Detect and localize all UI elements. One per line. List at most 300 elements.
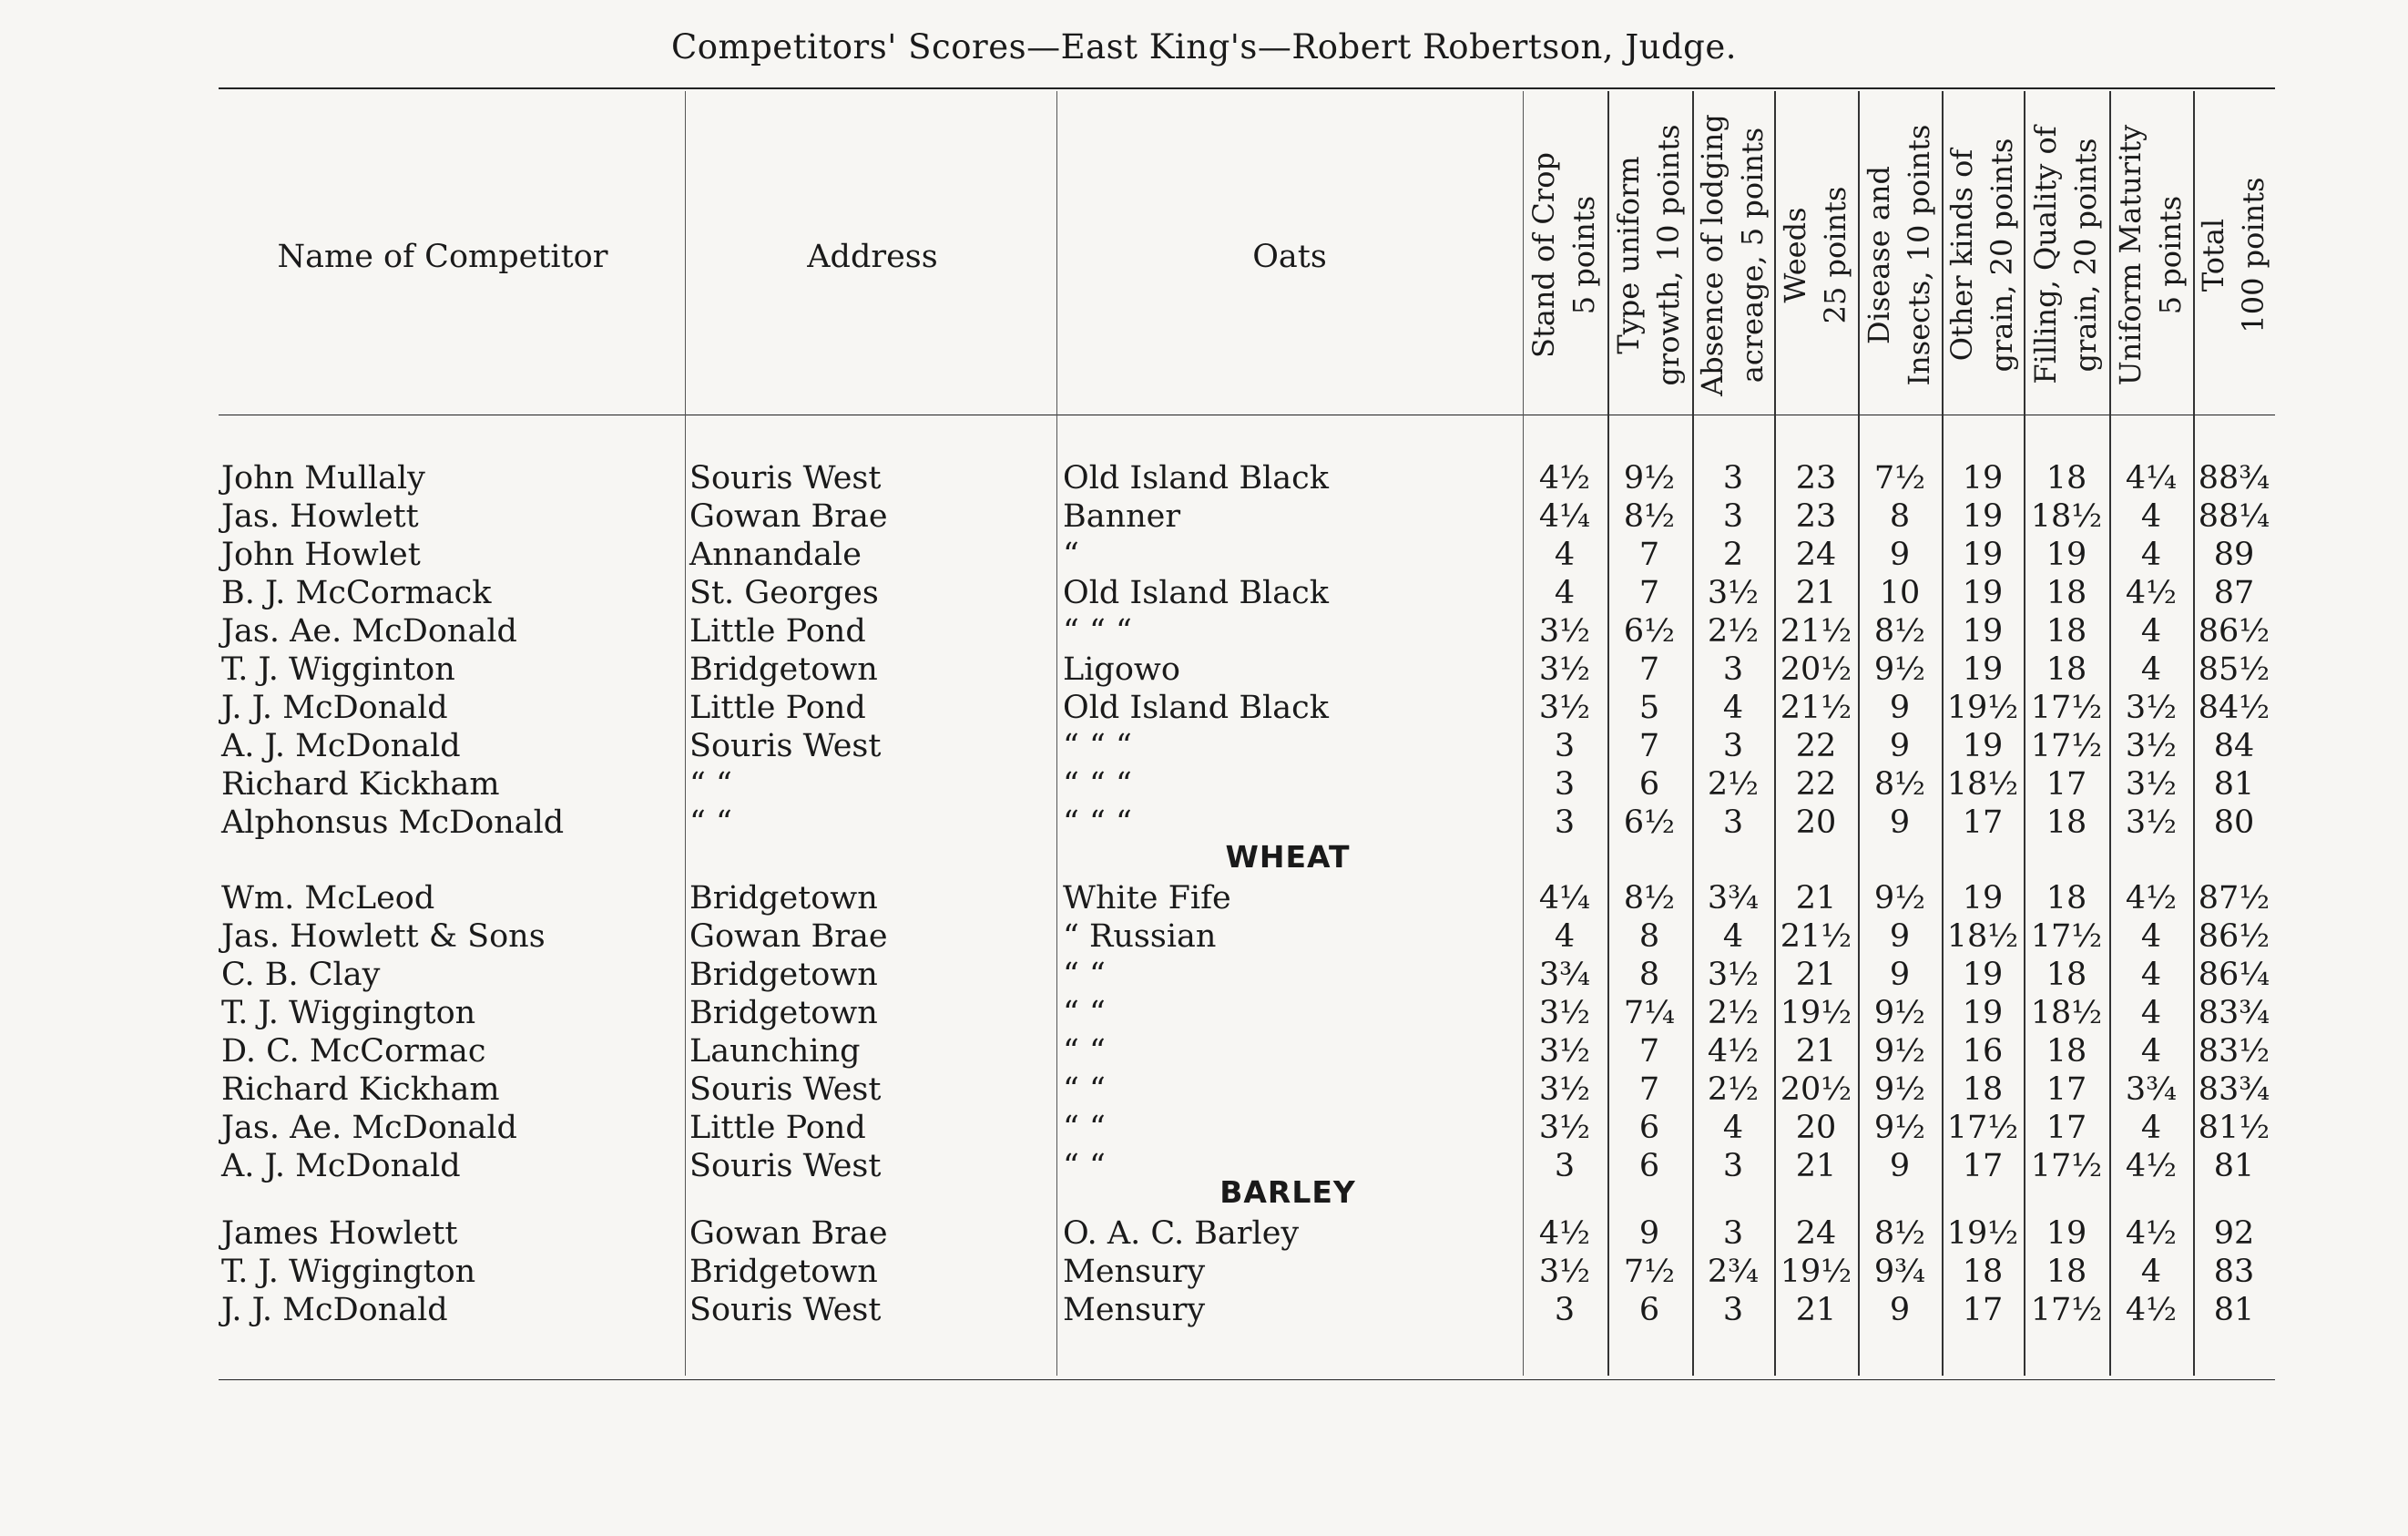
score-cell: 3½ — [2125, 690, 2178, 726]
score-cell: 18 — [1962, 1254, 2004, 1290]
score-cell: 4 — [2140, 957, 2162, 993]
header-score-7 — [2025, 91, 2107, 419]
competitor-address: Little Pond — [689, 690, 866, 726]
table-row — [0, 613, 2408, 650]
score-cell: 9 — [1638, 1215, 1660, 1252]
score-cell: 4½ — [2125, 1292, 2178, 1328]
crop-variety: “ “ — [1063, 1110, 1106, 1146]
header-score-line: grain, 20 points — [2068, 138, 2103, 373]
score-cell: 19 — [1962, 537, 2004, 573]
score-cell: 19½ — [1780, 1254, 1852, 1290]
score-cell: 86¼ — [2198, 957, 2270, 993]
score-cell: 4½ — [2125, 1215, 2178, 1252]
competitor-name: Jas. Howlett — [221, 498, 419, 535]
score-cell: 4 — [1722, 690, 1744, 726]
score-cell: 3 — [1722, 728, 1744, 764]
score-cell: 21½ — [1780, 690, 1852, 726]
score-cell: 4 — [1554, 575, 1576, 611]
score-cell: 21 — [1795, 1148, 1837, 1184]
score-cell: 2½ — [1707, 613, 1760, 650]
table-row — [0, 460, 2408, 497]
score-cell: 3 — [1722, 460, 1744, 497]
score-cell: 9½ — [1873, 1071, 1926, 1108]
score-cell: 9½ — [1873, 651, 1926, 688]
header-score-2 — [1608, 91, 1690, 419]
score-cell: 3½ — [1707, 575, 1760, 611]
score-cell: 9 — [1889, 690, 1911, 726]
score-cell: 9 — [1889, 957, 1911, 993]
crop-variety: “ “ — [1063, 995, 1106, 1031]
score-cell: 4 — [2140, 995, 2162, 1031]
score-cell: 84½ — [2198, 690, 2270, 726]
crop-variety: “ “ — [1063, 1071, 1106, 1108]
header-score-line: acreage, 5 points — [1735, 127, 1770, 384]
score-cell: 3½ — [1538, 1071, 1591, 1108]
table-row — [0, 651, 2408, 688]
header-score-line: 100 points — [2236, 177, 2270, 333]
score-cell: 3½ — [1538, 1033, 1591, 1070]
score-cell: 3½ — [2125, 766, 2178, 803]
competitor-name: B. J. McCormack — [221, 575, 492, 611]
score-cell: 17½ — [2030, 690, 2103, 726]
score-cell: 8½ — [1623, 880, 1676, 916]
score-cell: 84 — [2213, 728, 2255, 764]
score-cell: 2¾ — [1707, 1254, 1760, 1290]
competitor-address: Launching — [689, 1033, 861, 1070]
score-cell: 9 — [1889, 1292, 1911, 1328]
score-cell: 18 — [2046, 651, 2087, 688]
score-cell: 4 — [2140, 1254, 2162, 1290]
score-cell: 4¼ — [1538, 498, 1591, 535]
score-cell: 19 — [2046, 1215, 2087, 1252]
header-score-line: Weeds — [1778, 207, 1812, 303]
header-score-line: Stand of Crop — [1526, 152, 1561, 358]
score-cell: 4 — [2140, 651, 2162, 688]
table-row — [0, 1148, 2408, 1184]
score-cell: 19½ — [1946, 1215, 2019, 1252]
table-row — [0, 1033, 2408, 1070]
score-cell: 4 — [2140, 1110, 2162, 1146]
header-score-line: 5 points — [2153, 195, 2188, 315]
score-cell: 17½ — [2030, 728, 2103, 764]
score-cell: 18 — [2046, 880, 2087, 916]
header-score-line: growth, 10 points — [1651, 124, 1686, 386]
score-cell: 81½ — [2198, 1110, 2270, 1146]
crop-variety: Banner — [1063, 498, 1181, 535]
score-cell: 21 — [1795, 1033, 1837, 1070]
score-cell: 18 — [2046, 1254, 2087, 1290]
score-cell: 8 — [1638, 918, 1660, 955]
score-cell: 19 — [1962, 460, 2004, 497]
score-cell: 3 — [1554, 1292, 1576, 1328]
table-row — [0, 498, 2408, 535]
competitor-address: “ “ — [689, 766, 732, 803]
score-cell: 21 — [1795, 957, 1837, 993]
score-cell: 3 — [1722, 1292, 1744, 1328]
competitor-name: T. J. Wiggington — [221, 995, 476, 1031]
score-cell: 17 — [1962, 1148, 2004, 1184]
crop-variety: “ — [1063, 537, 1079, 573]
score-cell: 3½ — [2125, 804, 2178, 841]
score-cell: 3¾ — [1707, 880, 1760, 916]
header-score-line: 5 points — [1566, 195, 1601, 315]
table-row — [0, 1292, 2408, 1328]
score-cell: 18 — [2046, 460, 2087, 497]
score-cell: 9½ — [1873, 880, 1926, 916]
score-cell: 21 — [1795, 880, 1837, 916]
crop-variety: “ “ — [1063, 1033, 1106, 1070]
competitor-address: Gowan Brae — [689, 498, 888, 535]
score-cell: 3½ — [1538, 1254, 1591, 1290]
score-cell: 19 — [1962, 498, 2004, 535]
score-cell: 6 — [1638, 1148, 1660, 1184]
crop-variety: Ligowo — [1063, 651, 1180, 688]
score-cell: 10 — [1879, 575, 1921, 611]
header-score-line: Type uniform — [1611, 156, 1646, 354]
score-cell: 17½ — [2030, 1292, 2103, 1328]
score-cell: 2½ — [1707, 1071, 1760, 1108]
score-cell: 9 — [1889, 728, 1911, 764]
table-row — [0, 766, 2408, 803]
score-cell: 4 — [1722, 1110, 1744, 1146]
header-score-8 — [2110, 91, 2192, 419]
score-cell: 24 — [1795, 1215, 1837, 1252]
score-cell: 9 — [1889, 804, 1911, 841]
score-cell: 3 — [1722, 1215, 1744, 1252]
score-cell: 19 — [2046, 537, 2087, 573]
competitor-name: D. C. McCormac — [221, 1033, 486, 1070]
score-cell: 8½ — [1873, 766, 1926, 803]
competitor-address: Gowan Brae — [689, 1215, 888, 1252]
score-cell: 80 — [2213, 804, 2255, 841]
score-cell: 18 — [1962, 1071, 2004, 1108]
score-cell: 81 — [2213, 766, 2255, 803]
table-row — [0, 728, 2408, 764]
score-cell: 3 — [1554, 766, 1576, 803]
crop-variety: Mensury — [1063, 1254, 1206, 1290]
score-cell: 4 — [2140, 537, 2162, 573]
score-cell: 21½ — [1780, 918, 1852, 955]
score-cell: 18½ — [2030, 498, 2103, 535]
header-score-6 — [1942, 91, 2024, 419]
score-cell: 7 — [1638, 1033, 1660, 1070]
score-cell: 81 — [2213, 1148, 2255, 1184]
competitor-name: Jas. Ae. McDonald — [221, 613, 517, 650]
score-cell: 6½ — [1623, 613, 1676, 650]
score-cell: 4¼ — [1538, 880, 1591, 916]
header-score-line: Uniform Maturity — [2113, 124, 2148, 386]
competitor-address: Bridgetown — [689, 1254, 878, 1290]
score-cell: 17 — [1962, 804, 2004, 841]
score-cell: 8½ — [1873, 613, 1926, 650]
score-cell: 19½ — [1946, 690, 2019, 726]
competitor-address: Gowan Brae — [689, 918, 888, 955]
score-cell: 88¾ — [2198, 460, 2270, 497]
score-cell: 3¾ — [1538, 957, 1591, 993]
score-cell: 3½ — [1538, 995, 1591, 1031]
page-title: Competitors' Scores—East King's—Robert Robertson, Judge. — [670, 27, 1738, 67]
score-cell: 18 — [2046, 1033, 2087, 1070]
crop-variety: Old Island Black — [1063, 575, 1329, 611]
score-cell: 3 — [1554, 1148, 1576, 1184]
score-cell: 3 — [1722, 804, 1744, 841]
score-cell: 19 — [1962, 957, 2004, 993]
crop-variety: “ “ “ — [1063, 728, 1132, 764]
header-score-line: Disease and — [1862, 165, 1896, 345]
score-cell: 4½ — [1538, 1215, 1591, 1252]
competitor-name: A. J. McDonald — [221, 728, 461, 764]
header-name: Name of Competitor — [277, 239, 608, 275]
score-cell: 83¾ — [2198, 995, 2270, 1031]
score-cell: 8 — [1638, 957, 1660, 993]
competitor-name: A. J. McDonald — [221, 1148, 461, 1184]
score-cell: 17½ — [2030, 1148, 2103, 1184]
competitor-name: John Mullaly — [221, 460, 425, 497]
header-score-5 — [1859, 91, 1941, 419]
score-cell: 9 — [1889, 1148, 1911, 1184]
score-cell: 17½ — [2030, 918, 2103, 955]
score-cell: 19 — [1962, 995, 2004, 1031]
competitor-name: Jas. Ae. McDonald — [221, 1110, 517, 1146]
competitor-name: John Howlet — [221, 537, 421, 573]
score-cell: 86½ — [2198, 613, 2270, 650]
score-cell: 21 — [1795, 1292, 1837, 1328]
score-cell: 5 — [1638, 690, 1660, 726]
table-row — [0, 957, 2408, 993]
table-row — [0, 690, 2408, 726]
score-cell: 83 — [2213, 1254, 2255, 1290]
table-row — [0, 575, 2408, 611]
score-cell: 3½ — [1538, 1110, 1591, 1146]
competitor-address: Annandale — [689, 537, 862, 573]
header-address: Address — [807, 239, 938, 275]
score-cell: 4 — [2140, 498, 2162, 535]
score-cell: 2½ — [1707, 995, 1760, 1031]
competitor-address: St. Georges — [689, 575, 879, 611]
score-cell: 19 — [1962, 728, 2004, 764]
crop-variety: O. A. C. Barley — [1063, 1215, 1300, 1252]
score-cell: 18 — [2046, 804, 2087, 841]
section-wheat: WHEAT — [1225, 839, 1351, 875]
crop-variety: “ “ “ — [1063, 766, 1132, 803]
score-cell: 9½ — [1873, 1033, 1926, 1070]
score-cell: 3 — [1722, 1148, 1744, 1184]
competitor-address: Bridgetown — [689, 957, 878, 993]
competitor-address: “ “ — [689, 804, 732, 841]
table-row — [0, 880, 2408, 916]
score-cell: 17 — [2046, 1110, 2087, 1146]
score-cell: 4¼ — [2125, 460, 2178, 497]
competitor-name: Jas. Howlett & Sons — [221, 918, 546, 955]
score-cell: 4½ — [2125, 880, 2178, 916]
score-cell: 6 — [1638, 1110, 1660, 1146]
score-cell: 92 — [2213, 1215, 2255, 1252]
score-cell: 7 — [1638, 537, 1660, 573]
competitor-address: Little Pond — [689, 613, 866, 650]
score-cell: 7 — [1638, 575, 1660, 611]
competitor-name: J. J. McDonald — [221, 1292, 448, 1328]
score-cell: 4 — [2140, 918, 2162, 955]
competitor-address: Bridgetown — [689, 651, 878, 688]
competitor-name: T. J. Wiggington — [221, 1254, 476, 1290]
header-score-line: Absence of lodging — [1695, 114, 1729, 396]
score-cell: 19 — [1962, 880, 2004, 916]
competitor-address: Little Pond — [689, 1110, 866, 1146]
score-cell: 20½ — [1780, 1071, 1852, 1108]
score-cell: 89 — [2213, 537, 2255, 573]
score-cell: 18 — [2046, 613, 2087, 650]
score-cell: 3 — [1554, 728, 1576, 764]
crop-variety: “ “ “ — [1063, 804, 1132, 841]
competitor-name: J. J. McDonald — [221, 690, 448, 726]
score-cell: 87 — [2213, 575, 2255, 611]
top-rule — [219, 87, 2275, 89]
score-cell: 85½ — [2198, 651, 2270, 688]
score-cell: 23 — [1795, 460, 1837, 497]
score-cell: 17 — [2046, 766, 2087, 803]
score-cell: 3¾ — [2125, 1071, 2178, 1108]
score-cell: 20 — [1795, 804, 1837, 841]
crop-variety: “ Russian — [1063, 918, 1217, 955]
competitor-name: Richard Kickham — [221, 766, 500, 803]
score-cell: 6 — [1638, 766, 1660, 803]
score-cell: 8 — [1889, 498, 1911, 535]
score-cell: 6½ — [1623, 804, 1676, 841]
bottom-rule — [219, 1379, 2275, 1380]
score-cell: 3½ — [2125, 728, 2178, 764]
crop-variety: Mensury — [1063, 1292, 1206, 1328]
table-row — [0, 1071, 2408, 1108]
score-cell: 8½ — [1873, 1215, 1926, 1252]
score-cell: 4 — [1722, 918, 1744, 955]
score-cell: 81 — [2213, 1292, 2255, 1328]
score-cell: 19 — [1962, 613, 2004, 650]
score-cell: 4½ — [2125, 575, 2178, 611]
score-cell: 17½ — [1946, 1110, 2019, 1146]
score-cell: 6 — [1638, 1292, 1660, 1328]
header-score-1 — [1524, 91, 1606, 419]
crop-variety: “ “ — [1063, 957, 1106, 993]
score-cell: 86½ — [2198, 918, 2270, 955]
score-cell: 20 — [1795, 1110, 1837, 1146]
score-cell: 7½ — [1873, 460, 1926, 497]
score-cell: 18½ — [1946, 766, 2019, 803]
score-cell: 3 — [1554, 804, 1576, 841]
score-cell: 4 — [1554, 918, 1576, 955]
competitor-name: C. B. Clay — [221, 957, 381, 993]
score-cell: 23 — [1795, 498, 1837, 535]
score-cell: 3½ — [1707, 957, 1760, 993]
competitor-name: James Howlett — [221, 1215, 458, 1252]
score-cell: 7 — [1638, 728, 1660, 764]
competitor-address: Souris West — [689, 1148, 882, 1184]
score-cell: 16 — [1962, 1033, 2004, 1070]
competitor-name: T. J. Wigginton — [221, 651, 455, 688]
score-cell: 4½ — [2125, 1148, 2178, 1184]
score-cell: 9½ — [1623, 460, 1676, 497]
header-score-3 — [1692, 91, 1774, 419]
score-cell: 9 — [1889, 918, 1911, 955]
crop-variety: Old Island Black — [1063, 690, 1329, 726]
score-cell: 3 — [1722, 651, 1744, 688]
score-cell: 4 — [2140, 613, 2162, 650]
header-score-line: grain, 20 points — [1985, 138, 2019, 373]
score-cell: 9½ — [1873, 995, 1926, 1031]
score-cell: 17 — [1962, 1292, 2004, 1328]
header-score-line: Other kinds of — [1944, 148, 1979, 362]
score-cell: 17 — [2046, 1071, 2087, 1108]
score-cell: 19 — [1962, 651, 2004, 688]
score-cell: 18 — [2046, 957, 2087, 993]
score-cell: 22 — [1795, 728, 1837, 764]
section-barley: BARLEY — [1219, 1174, 1356, 1210]
score-cell: 8½ — [1623, 498, 1676, 535]
score-cell: 88¼ — [2198, 498, 2270, 535]
score-cell: 21½ — [1780, 613, 1852, 650]
score-cell: 4 — [1554, 537, 1576, 573]
score-cell: 4 — [2140, 1033, 2162, 1070]
score-cell: 7 — [1638, 651, 1660, 688]
score-cell: 22 — [1795, 766, 1837, 803]
competitor-address: Souris West — [689, 728, 882, 764]
score-cell: 19½ — [1780, 995, 1852, 1031]
score-cell: 7 — [1638, 1071, 1660, 1108]
header-score-line: 25 points — [1818, 186, 1852, 324]
crop-variety: “ “ — [1063, 1148, 1106, 1184]
score-cell: 87½ — [2198, 880, 2270, 916]
score-cell: 19 — [1962, 575, 2004, 611]
score-cell: 24 — [1795, 537, 1837, 573]
header-score-4 — [1775, 91, 1857, 419]
competitor-address: Bridgetown — [689, 995, 878, 1031]
score-cell: 83½ — [2198, 1033, 2270, 1070]
header-crop: Oats — [1252, 239, 1327, 275]
score-cell: 83¾ — [2198, 1071, 2270, 1108]
header-score-line: Filling, Quality of — [2028, 126, 2063, 384]
competitor-name: Richard Kickham — [221, 1071, 500, 1108]
table-row — [0, 1254, 2408, 1290]
score-cell: 2½ — [1707, 766, 1760, 803]
crop-variety: White Fife — [1063, 880, 1231, 916]
score-cell: 3 — [1722, 498, 1744, 535]
table-row — [0, 1110, 2408, 1146]
table-row — [0, 995, 2408, 1031]
score-cell: 3½ — [1538, 690, 1591, 726]
competitor-address: Bridgetown — [689, 880, 878, 916]
score-cell: 7½ — [1623, 1254, 1676, 1290]
score-cell: 3½ — [1538, 651, 1591, 688]
competitor-name: Wm. McLeod — [221, 880, 435, 916]
table-row — [0, 918, 2408, 955]
crop-variety: “ “ “ — [1063, 613, 1132, 650]
table-row — [0, 537, 2408, 573]
competitor-address: Souris West — [689, 1292, 882, 1328]
score-cell: 9¾ — [1873, 1254, 1926, 1290]
score-cell: 21 — [1795, 575, 1837, 611]
score-cell: 9½ — [1873, 1110, 1926, 1146]
score-cell: 7¼ — [1623, 995, 1676, 1031]
score-cell: 18 — [2046, 575, 2087, 611]
score-cell: 9 — [1889, 537, 1911, 573]
score-cell: 2 — [1722, 537, 1744, 573]
score-cell: 18½ — [2030, 995, 2103, 1031]
score-cell: 18½ — [1946, 918, 2019, 955]
score-cell: 3½ — [1538, 613, 1591, 650]
competitor-address: Souris West — [689, 460, 882, 497]
crop-variety: Old Island Black — [1063, 460, 1329, 497]
table-row — [0, 1215, 2408, 1252]
score-cell: 4½ — [1707, 1033, 1760, 1070]
